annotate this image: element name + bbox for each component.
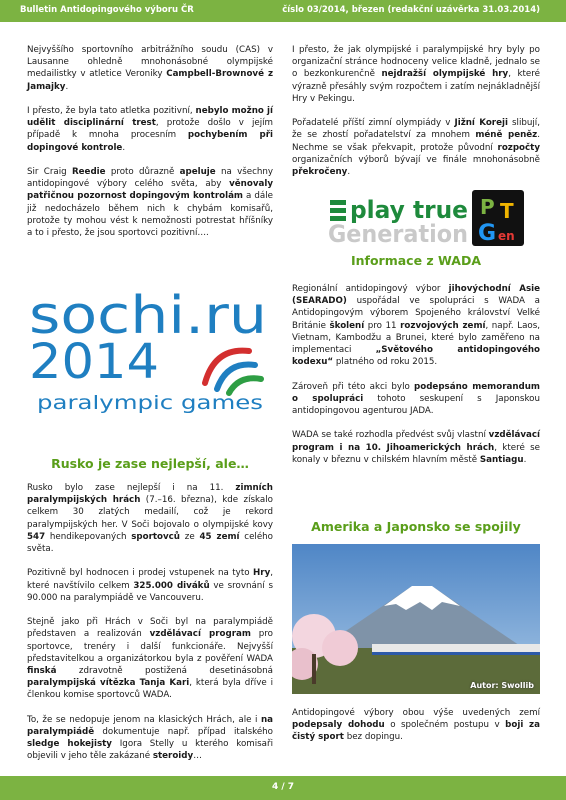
text-run: Antidopingové výbory obou výše uvedených zemí [292, 708, 540, 718]
text-run: Stejně jako při Hrách v Soči byl na paralympiádě představen a realizován [27, 617, 273, 640]
left-column-bottom [27, 482, 273, 775]
bold-text: rozpočty [497, 142, 540, 153]
text-run: , které se konaly v březnu v chilském hlavním městě [292, 442, 540, 465]
bold-text: 45 zemí [199, 531, 240, 542]
text-run: na všechny antidopingové výbory celého světa, aby [27, 167, 274, 190]
text-run: (7.–16. března), kde získalo celkem 30 zlatých medailí, což je rekord paralympijských her. V Soči bojovalo o olympijské kovy [27, 495, 273, 530]
text-run: hendikepovaných [45, 531, 132, 542]
text-run: I přesto, že byla tato atletka pozitivní, [27, 106, 196, 116]
bold-text: rozvojových zemí [400, 320, 486, 331]
badge-letter-t: T [500, 199, 514, 223]
text-run: dokumentuje např. případ italského [94, 727, 273, 738]
bold-text: Santiagu [479, 454, 524, 465]
text-run: celého světa. [27, 531, 273, 555]
text-run: , protože došlo v jejím případě k mnoha procesním [27, 118, 273, 141]
text-run: . [122, 142, 126, 153]
text-run: Sir Craig [27, 167, 72, 177]
paragraph [292, 429, 540, 466]
paragraph [292, 44, 540, 105]
paragraph [27, 105, 273, 154]
bold-text: 547 [27, 531, 46, 542]
text-run: bez dopingu. [343, 732, 403, 743]
bold-text: školení [329, 320, 365, 331]
bold-text: Campbell-Brownové z Jamajky [27, 69, 274, 92]
photo-illustration [292, 544, 540, 694]
text-run: pro 11 [364, 320, 401, 331]
paragraph [27, 616, 273, 701]
ptg-line2: Generation [328, 220, 468, 248]
bulletin-title: Bulletin Antidopingového výboru ČR [20, 5, 194, 15]
paragraph [27, 567, 273, 604]
paragraph [27, 166, 273, 239]
text-run: , která byla dříve i členkou komise sportovců WADA. [27, 678, 273, 701]
bold-text: steroidy [152, 751, 194, 762]
text-run: . [65, 81, 69, 92]
text-run: Nejvyššího sportovního arbitrážního soudu (CAS) v Lausanne ohledně mnohonásobné olympijské medailistky v atletice Veroniky [27, 45, 273, 80]
bold-text: sportovců [131, 531, 180, 542]
text-run: Regionální antidopingový výbor [292, 284, 449, 294]
bold-text: paralympijská vítězka Tanja Kari [27, 678, 190, 689]
badge-letter-p: P [480, 195, 495, 219]
mount-fuji-photo [292, 544, 540, 694]
play-true-generation-logo [326, 188, 526, 248]
text-run: slibují, že se zhostí pořadatelství za mnohem [292, 118, 540, 141]
sochi-paralympic-logo [27, 285, 273, 415]
photo-caption: Autor: Swollib [470, 681, 534, 690]
section-heading-rusko: Rusko je zase nejlepší, ale… [51, 456, 249, 471]
section-heading-amerika: Amerika a Japonsko se spojily [311, 519, 521, 534]
page-number: 4 / 7 [271, 782, 295, 792]
right-column-top [292, 44, 540, 190]
bold-text: podepsaly dohodu [292, 720, 385, 731]
text-run: , které výrazně přesáhly svým rozpočtem i zatím nejnákladnější Hry v Pekingu. [292, 69, 541, 104]
wada-mark-icon [330, 200, 346, 221]
text-run: tohoto seskupení s Japonskou antidopingovou agenturou JADA. [292, 393, 540, 417]
bold-text: vzdělávací program i na 10. Jihoamerických hrách [292, 430, 540, 453]
paragraph [292, 381, 540, 418]
bold-text: „Světového antidopingového kodexu“ [292, 345, 540, 368]
bold-text: jihovýchodní Asie (SEARADO) [292, 284, 540, 307]
text-run: . [347, 167, 351, 178]
text-run: o společném postupu v [384, 720, 506, 731]
sochi-logo-line1: sochi.ru [29, 286, 267, 346]
ptgen-badge [472, 190, 524, 246]
agitos-icon [205, 351, 261, 393]
paragraph [292, 117, 540, 178]
text-run: . Nechme se však překvapit, protože původní [292, 130, 540, 153]
text-run: , které navštívilo celkem [27, 568, 273, 591]
bold-text: věnovaly patřičnou pozornost dopingovým kontrolám [27, 179, 273, 202]
bold-text: nebylo možno jí udělit disciplinární trest [27, 106, 274, 129]
sochi-logo-line2: 2014 [29, 334, 159, 390]
text-run: zdravotně postižená desetinásobná [56, 666, 273, 677]
bold-text: Reedie [71, 167, 106, 177]
section-heading-wada: Informace z WADA [350, 253, 482, 268]
bold-text: podepsáno memorandum o spolupráci [292, 381, 540, 404]
badge-letter-g: G [478, 221, 497, 246]
text-run: . [523, 454, 527, 465]
right-column-bottom [292, 707, 540, 756]
text-run: Rusko bylo zase nejlepší i na 11. [27, 483, 236, 493]
footer-bar [0, 776, 566, 800]
bold-text: méně peněz [475, 130, 538, 141]
bold-text: zimních paralympijských hrách [27, 483, 273, 506]
bold-text: pochybením při dopingové kontrole [27, 130, 273, 153]
sochi-logo-line3: paralympic games [37, 392, 263, 414]
paragraph [292, 283, 540, 368]
bold-text: překročeny [292, 167, 348, 178]
paragraph [27, 482, 273, 555]
text-run: Pozitivně byl hodnocen i prodej vstupenek na tyto [27, 568, 254, 579]
bold-text: Jižní Koreji [454, 118, 508, 129]
text-run: I přesto, že jak olympijské i paralympijské hry byly po organizační stránce hodnoceny velice kladně, jednalo se o bezkonkurenčně [292, 45, 540, 80]
paragraph [27, 44, 273, 93]
bold-text: finská [27, 666, 57, 677]
issue-info: číslo 03/2014, březen (redakční uzávěrka 31.03.2014) [282, 5, 540, 15]
text-run: proto důrazně [105, 167, 180, 177]
text-run: ve srovnání s 90.000 na paralympiádě ve Vancouveru. [27, 580, 273, 603]
text-run: , např. Laos, Vietnam, Kambodžu a Brunei, které bylo zaměřeno na implementaci [292, 320, 540, 356]
text-run: … [193, 751, 202, 762]
text-run: ze [180, 531, 200, 542]
badge-letters-en: en [498, 229, 515, 243]
text-run: To, že se nedopuje jenom na klasických Hrách, ale i [27, 714, 261, 725]
bold-text: vzdělávací program [149, 629, 251, 640]
header-bar [0, 0, 566, 22]
right-column-middle [292, 283, 540, 478]
bold-text: Hry [253, 568, 271, 579]
text-run: pro sportovce, trenéry i další funkcionáře. Nejvyšší představitelkou a organizátorkou byla z pověření WADA [27, 629, 273, 664]
bold-text: apeluje [179, 167, 216, 177]
ptg-line1: play true [350, 196, 468, 224]
bold-text: 325.000 diváků [133, 580, 210, 591]
text-run: organizačních výborů bývají ve finále mnohonásobně [292, 154, 540, 165]
bold-text: na paralympiádě [27, 714, 273, 738]
text-run: Zároveň při této akci bylo [292, 381, 415, 392]
bold-text: nejdražší olympijské hry [381, 69, 509, 80]
paragraph [27, 714, 273, 763]
paragraph [292, 707, 540, 744]
text-run: a dále již nedocházelo během nich k chybám komisařů, protože ty mohou vést k nemožnosti potrestat hříšníky a to i přesto, že jsou sportovci pozitivní…. [27, 191, 273, 239]
text-run: uspořádal ve spolupráci s WADA a Antidopingovým výborem Spojeného království Velké Británie [292, 296, 540, 331]
text-run: Igora Stelly u kterého komisaři objevili v jeho těle zakázané [27, 739, 273, 762]
text-run: Pořadatelé příští zimní olympiády v [292, 118, 455, 129]
bold-text: boji za čistý sport [292, 720, 540, 743]
text-run: platného od roku 2015. [333, 357, 438, 368]
text-run: WADA se také rozhodla předvést svůj vlastní [292, 430, 489, 441]
left-column-top [27, 44, 273, 251]
bold-text: sledge hokejisty [27, 739, 112, 750]
